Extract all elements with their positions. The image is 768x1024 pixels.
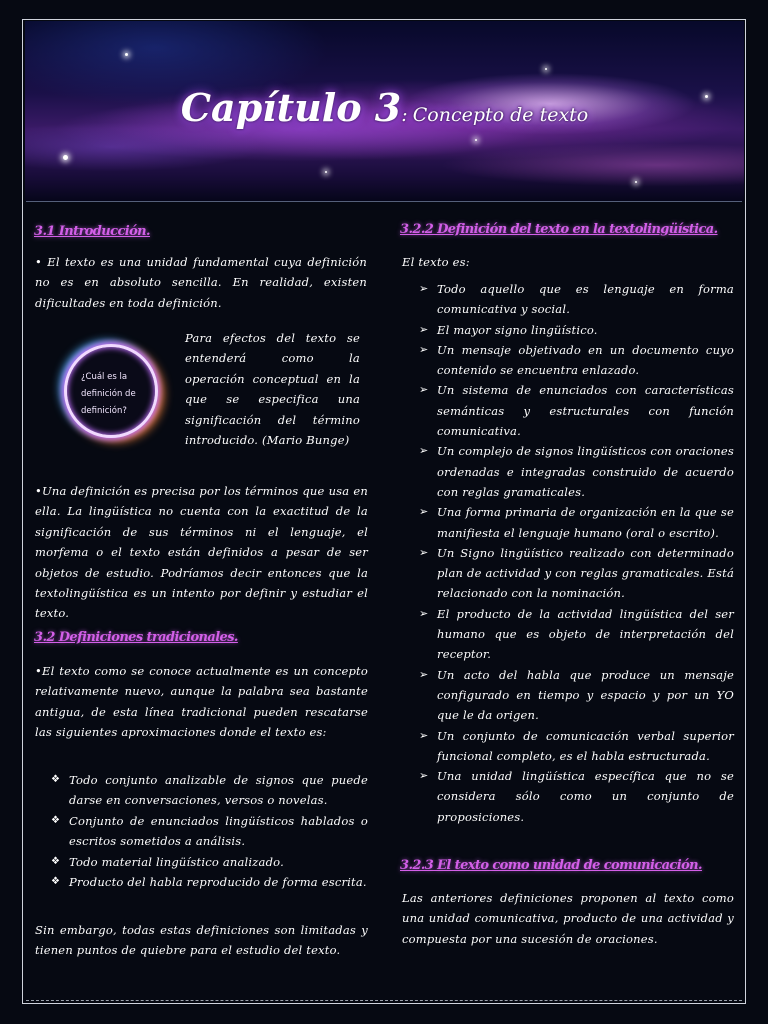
definition-paragraph: •Una definición es precisa por los términos que usa en ella. La lingüística no cuenta con la exactitud de la significación de sus términos ni el lenguaje, el morfema o el texto están definidos a pesar de ser objetos de estudio. Podríamos decir entonces que la textolingüística es un intento por definir y estudiar el texto. (35, 484, 368, 621)
traditional-paragraph: •El texto como se conoce actualmente es un concepto relativamente nuevo, aunque la palabra sea bastante antigua, de esta línea tradicional pueden rescatarse las siguientes aproximaciones donde el texto es: (35, 664, 368, 740)
list-item-text: Una forma primaria de organización en la que se manifiesta el lenguaje humano (oral o escrito). (437, 505, 734, 540)
list-item (402, 665, 734, 726)
list-item-text: Un complejo de signos lingüísticos con oraciones ordenadas e integradas construido de acuerdo con reglas gramaticales. (437, 444, 734, 499)
chapter-title (25, 85, 744, 130)
chapter-title-sub: Concepto de texto (412, 104, 589, 126)
arrow-bullet-icon: ➢ (419, 444, 429, 458)
star (125, 53, 128, 56)
chapter-title-main: Capítulo 3 (180, 85, 402, 130)
chapter-title-separator: : (401, 104, 408, 126)
diamond-bullet-icon: ❖ (51, 876, 61, 888)
star (325, 171, 327, 173)
closing-paragraph: Sin embargo, todas estas definiciones son limitadas y tienen puntos de quiebre para el estudio del texto. (35, 923, 368, 958)
arrow-bullet-icon: ➢ (419, 545, 429, 559)
arrow-bullet-icon: ➢ (419, 769, 429, 783)
list-item-text: Todo conjunto analizable de signos que puede darse en conversaciones, versos o novelas. (69, 773, 368, 808)
list-item-text: Todo aquello que es lenguaje en forma comunicativa y social. (437, 282, 734, 317)
arrow-bullet-icon: ➢ (419, 282, 429, 295)
star (545, 68, 547, 70)
list-item-text: Una unidad lingüística específica que no se considera sólo como un conjunto de proposiciones. (437, 769, 734, 824)
list-item-text: Todo material lingüístico analizado. (69, 854, 284, 869)
list-item (402, 320, 734, 340)
star (475, 139, 477, 141)
list-item-text: Producto del habla reproducido de forma escrita. (69, 875, 367, 890)
heading-3-2-2: 3.2.2 Definición del texto en la textolingüística. (400, 222, 718, 237)
frame-bottom-dashed (26, 1000, 742, 1001)
arrow-bullet-icon: ➢ (419, 728, 429, 742)
heading-3-2-3: 3.2.3 El texto como unidad de comunicación. (400, 858, 702, 873)
list-item (35, 811, 368, 852)
list-item (35, 872, 368, 892)
communication-paragraph: Las anteriores definiciones proponen al texto como una unidad comunicativa, producto de una actividad y compuesta por una sucesión de oraciones. (402, 891, 734, 946)
list-item-text: El mayor signo lingüístico. (437, 322, 598, 337)
star (63, 155, 68, 160)
intro-paragraph: • El texto es una unidad fundamental cuya definición no es en absoluto sencilla. En realidad, existen dificultades en toda definición. (35, 255, 367, 310)
heading-3-2: 3.2 Definiciones tradicionales. (34, 630, 238, 645)
diamond-bullet-icon: ❖ (51, 814, 61, 826)
traditional-list (35, 770, 368, 892)
arrow-bullet-icon: ➢ (419, 383, 429, 397)
list-item (402, 502, 734, 543)
list-item-text: El producto de la actividad lingüística del ser humano que es objeto de interpretación del receptor. (437, 606, 734, 662)
list-item-text: Un Signo lingüístico realizado con determinado plan de actividad y con reglas gramaticales. Está relacionado con la nominación. (437, 545, 734, 601)
list-item (402, 380, 734, 441)
list-item-text: Un sistema de enunciados con características semánticas y estructurales con función comunicativa. (437, 383, 734, 439)
banner-divider (26, 201, 742, 202)
circle-text: ¿Cuál es la definición de definición? (81, 372, 136, 416)
diamond-bullet-icon: ❖ (51, 855, 61, 867)
definition-circle (64, 344, 158, 438)
arrow-bullet-icon: ➢ (419, 606, 429, 620)
chapter-banner (25, 21, 744, 201)
list-item-text: Un conjunto de comunicación verbal superior funcional completo, es el habla estructurada. (437, 728, 734, 763)
list-item (402, 604, 734, 665)
list-item (402, 441, 734, 502)
heading-3-1: 3.1 Introducción. (34, 224, 150, 239)
list-item (402, 726, 734, 767)
list-item (402, 543, 734, 604)
list-item (35, 770, 368, 811)
list-item-text: Conjunto de enunciados lingüísticos hablados o escritos sometidos a análisis. (69, 813, 368, 849)
textolinguistics-list (402, 279, 734, 827)
list-item-text: Un acto del habla que produce un mensaje configurado en tiempo y espacio y por un YO que le da origen. (437, 667, 734, 723)
arrow-bullet-icon: ➢ (419, 342, 429, 356)
list-item (35, 852, 368, 872)
list-item (402, 340, 734, 381)
list-item (402, 766, 734, 827)
arrow-bullet-icon: ➢ (419, 505, 429, 519)
arrow-bullet-icon: ➢ (419, 667, 429, 681)
star (635, 181, 637, 183)
bunge-quote: Para efectos del texto se entenderá como la operación conceptual en la que se especifica una significación del término introducido. (Mario Bunge) (185, 331, 360, 448)
diamond-bullet-icon: ❖ (51, 774, 61, 785)
list-item-text: Un mensaje objetivado en un documento cuyo contenido se encuentra enlazado. (437, 342, 734, 378)
list-item (402, 279, 734, 320)
arrow-bullet-icon: ➢ (419, 322, 429, 336)
text-lead: El texto es: (402, 255, 470, 269)
